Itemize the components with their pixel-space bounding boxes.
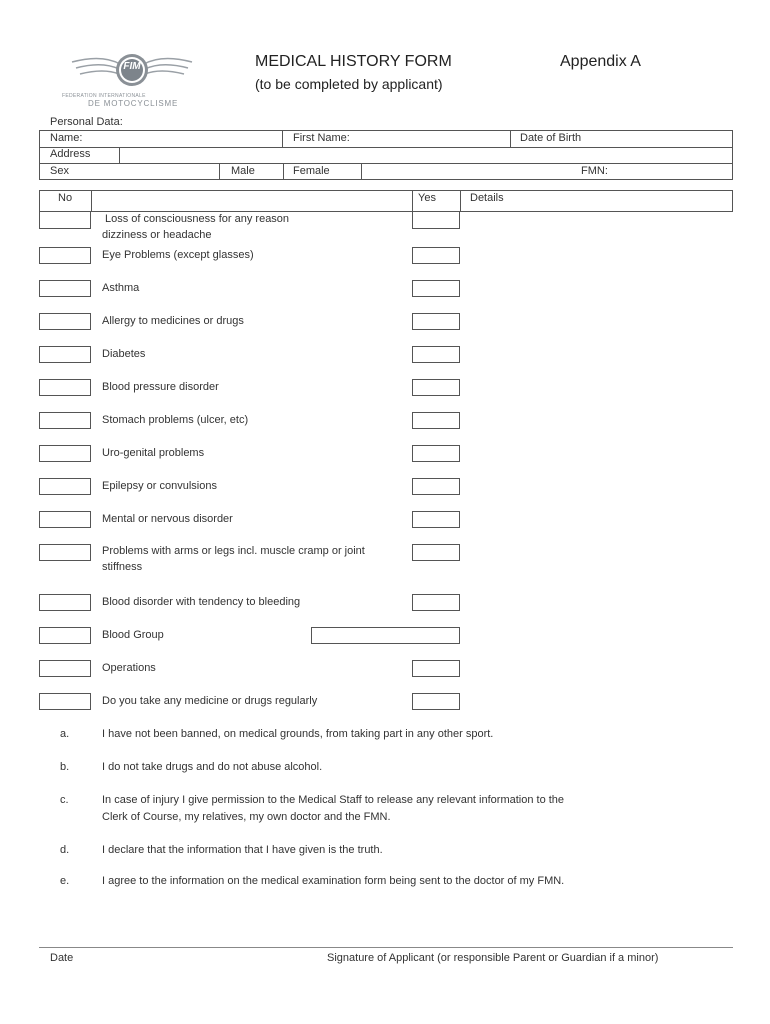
no-checkbox[interactable]: [39, 247, 91, 264]
question-text: Mental or nervous disorder: [102, 513, 233, 525]
no-header: No: [58, 192, 73, 204]
appendix-label: Appendix A: [560, 53, 641, 70]
form-title: MEDICAL HISTORY FORM: [255, 53, 452, 70]
question-text: Diabetes: [102, 348, 146, 360]
blood-group-field[interactable]: [311, 627, 460, 644]
question-text: Stomach problems (ulcer, etc): [102, 414, 249, 426]
question-text: Problems with arms or legs incl. muscle cramp or joint: [102, 545, 365, 557]
question-text: Operations: [102, 662, 156, 674]
yes-checkbox[interactable]: [412, 212, 460, 229]
yes-checkbox[interactable]: [412, 379, 460, 396]
name-label: Name:: [50, 132, 83, 144]
history-table-header: [39, 190, 733, 212]
yes-checkbox[interactable]: [412, 478, 460, 495]
declaration-text: In case of injury I give permission to the Medical Staff to release any relevant information to the: [102, 794, 565, 806]
yes-checkbox[interactable]: [412, 445, 460, 462]
question-text: Eye Problems (except glasses): [102, 249, 254, 261]
yes-header: Yes: [418, 192, 436, 204]
declaration-letter: c.: [60, 794, 69, 806]
yes-checkbox[interactable]: [412, 280, 460, 297]
address-field[interactable]: [120, 147, 732, 162]
question-text: Uro-genital problems: [102, 447, 205, 459]
signature-line: [39, 947, 733, 948]
signature-label: Signature of Applicant (or responsible Parent or Guardian if a minor): [327, 952, 659, 964]
yes-checkbox[interactable]: [412, 247, 460, 264]
question-text: Blood Group: [102, 629, 164, 641]
question-text: Loss of consciousness for any reason: [105, 213, 290, 225]
declaration-text: I declare that the information that I have given is the truth.: [102, 844, 383, 856]
address-label: Address: [50, 148, 91, 160]
first-name-label: First Name:: [293, 132, 350, 144]
no-checkbox[interactable]: [39, 379, 91, 396]
personal-data-label: Personal Data:: [50, 116, 123, 128]
no-checkbox[interactable]: [39, 280, 91, 297]
declaration-text-cont: Clerk of Course, my relatives, my own doctor and the FMN.: [102, 811, 391, 823]
female-label[interactable]: Female: [293, 165, 330, 177]
question-text: Asthma: [102, 282, 140, 294]
no-checkbox[interactable]: [39, 445, 91, 462]
no-checkbox[interactable]: [39, 212, 91, 229]
yes-checkbox[interactable]: [412, 594, 460, 611]
yes-checkbox[interactable]: [412, 660, 460, 677]
no-checkbox[interactable]: [39, 660, 91, 677]
no-checkbox[interactable]: [39, 346, 91, 363]
question-text-cont: dizziness or headache: [102, 229, 212, 241]
yes-checkbox[interactable]: [412, 544, 460, 561]
declaration-text: I have not been banned, on medical grounds, from taking part in any other sport.: [102, 728, 494, 740]
logo-caption-1: FEDERATION INTERNATIONALE: [62, 93, 146, 99]
question-text: Do you take any medicine or drugs regularly: [102, 695, 318, 707]
yes-checkbox[interactable]: [412, 693, 460, 710]
date-label: Date: [50, 952, 74, 964]
fmn-field[interactable]: [362, 163, 577, 178]
yes-checkbox[interactable]: [412, 346, 460, 363]
declaration-letter: a.: [60, 728, 70, 740]
no-checkbox[interactable]: [39, 313, 91, 330]
declaration-letter: d.: [60, 844, 70, 856]
question-text-cont: stiffness: [102, 561, 143, 573]
first-name-field[interactable]: [360, 131, 508, 146]
question-text: Blood disorder with tendency to bleeding: [102, 596, 301, 608]
sex-label: Sex: [50, 165, 69, 177]
no-checkbox[interactable]: [39, 412, 91, 429]
form-subtitle: (to be completed by applicant): [255, 76, 443, 92]
question-text: Epilepsy or convulsions: [102, 480, 217, 492]
no-checkbox[interactable]: [39, 511, 91, 528]
question-text: Blood pressure disorder: [102, 381, 219, 393]
no-checkbox[interactable]: [39, 693, 91, 710]
logo-caption-2: DE MOTOCYCLISME: [88, 99, 179, 108]
declaration-letter: b.: [60, 761, 70, 773]
male-label[interactable]: Male: [231, 165, 255, 177]
fim-logo: [62, 48, 202, 110]
logo-text: FIM: [123, 61, 141, 72]
declaration-letter: e.: [60, 875, 70, 887]
no-checkbox[interactable]: [39, 627, 91, 644]
details-header: Details: [470, 192, 504, 204]
name-field[interactable]: [110, 131, 280, 146]
no-checkbox[interactable]: [39, 544, 91, 561]
question-text: Allergy to medicines or drugs: [102, 315, 244, 327]
yes-checkbox[interactable]: [412, 511, 460, 528]
declaration-text: I agree to the information on the medical examination form being sent to the doctor of my FMN.: [102, 875, 565, 887]
yes-checkbox[interactable]: [412, 412, 460, 429]
fmn-label: FMN:: [581, 165, 608, 177]
dob-field[interactable]: [596, 131, 732, 146]
dob-label: Date of Birth: [520, 132, 582, 144]
declaration-text: I do not take drugs and do not abuse alcohol.: [102, 761, 323, 773]
no-checkbox[interactable]: [39, 594, 91, 611]
no-checkbox[interactable]: [39, 478, 91, 495]
yes-checkbox[interactable]: [412, 313, 460, 330]
